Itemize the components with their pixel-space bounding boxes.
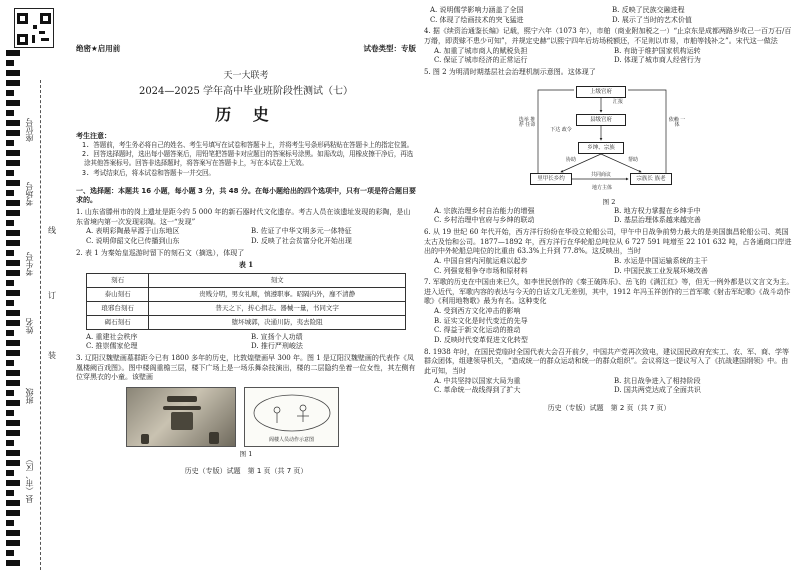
table-header: 刻文: [149, 273, 406, 287]
label-village: 地方主体: [591, 184, 612, 191]
page-footer: 历史（专版）试题 第 2 页（共 7 页）: [547, 404, 671, 413]
subject-title: 历 史: [215, 104, 277, 124]
inscription-table: [86, 273, 406, 330]
option[interactable]: A. 中国自营内河航运难以起步: [434, 256, 528, 265]
label-select: 选举 推荐 任命: [518, 116, 536, 129]
option[interactable]: A. 受到西方文化冲击的影响: [434, 307, 521, 316]
class-label: 班级: [25, 388, 34, 404]
figure-caption: 图 1: [239, 450, 253, 459]
binding-strip: [0, 0, 62, 579]
node-gentry: 乡绅、宗族: [578, 142, 624, 154]
figure-caption: 图 2: [602, 197, 616, 206]
option[interactable]: D. 反映时代变革促进文化转型: [434, 336, 528, 345]
question-5-stem: 5. 图 2 为明清时期基层社会治理机制示意图。这体现了: [424, 67, 596, 76]
mural-image: [126, 387, 236, 447]
question-8-stem: 8. 1938 年时，在国民党临时全国代表大会召开前夕，中国共产党再次致电，建议国民政府充实工、农、军、商、学等群众团体，组建领导机关，“造成统一的群众运动和统一的群众组织”。会议将这一提议写入了《抗战建国纲领》中。由此可知，当时: [424, 347, 789, 376]
node-clan: 宗族长 族老: [630, 173, 672, 185]
table-row: [87, 301, 406, 315]
option[interactable]: C. 得益于新文化运动的推动: [434, 326, 521, 335]
question-3-options: [424, 6, 794, 25]
option[interactable]: A. 重建社会秩序: [86, 332, 138, 341]
note-item: 3. 考试结束后，将本试卷和答题卡一并交回。: [82, 168, 215, 177]
option[interactable]: B. 抗日战争进入了相持阶段: [614, 376, 701, 385]
option[interactable]: B. 反映了民族交融进程: [612, 6, 685, 14]
option[interactable]: D. 展示了当时的艺术价值: [612, 15, 692, 24]
option[interactable]: C. 推崇儒家伦理: [86, 342, 138, 351]
question-8-options: [424, 377, 794, 396]
option[interactable]: B. 水运是中国运输系统的主干: [614, 256, 708, 265]
table-cell: 堕坏城郭，决通川防，夷去险阻: [149, 315, 406, 329]
option[interactable]: C. 说明仰韶文化已传播到山东: [86, 236, 180, 245]
table-cell: 泰山刻石: [87, 287, 149, 301]
option[interactable]: D. 基层治理体系越来越完善: [614, 216, 701, 225]
label-help: 帮助: [627, 156, 638, 163]
paper-type-label: 试卷类型：专版: [363, 44, 416, 53]
option[interactable]: A. 表明彩陶最早源于山东地区: [86, 227, 180, 236]
table-cell: 贵贱分明，男女礼顺，慎遵职事。昭隔内外，靡不清静: [149, 287, 406, 301]
table-cell: 碣石刻石: [87, 315, 149, 329]
option[interactable]: C. 保证了城市经济的正常运行: [434, 56, 528, 65]
label-order: 下达 政令: [550, 126, 572, 133]
option[interactable]: C. 乡村治理中官府与乡绅的联动: [434, 216, 535, 225]
option[interactable]: D. 国共两党达成了全面共识: [614, 386, 701, 395]
node-county: 县级官府: [576, 114, 626, 126]
option[interactable]: B. 地方权力掌握在乡绅手中: [614, 206, 701, 215]
table-cell: 琅邪台刻石: [87, 301, 149, 315]
table-cell: 普天之下，抟心揖志。器械一量，书同文字: [149, 301, 406, 315]
cut-label-bind: 订: [48, 291, 56, 300]
question-3-stem: 3. 辽阳汉魏壁画墓群距今已有 1800 多年的历史，比敦煌壁画早 300 年。图 1 是辽阳汉魏壁画的代表作《凤凰楼阙百戏图》。图中楼阁重檐三层，楼下广场上是一场乐舞杂技演出，楼的二层隐约坐着一位女性，其左侧有位穿黑衣的小童。该壁画: [76, 354, 416, 382]
label-assist: 协助: [565, 156, 576, 163]
figure-1: [126, 387, 416, 447]
label-consult: 共同商议: [590, 171, 611, 178]
cut-label-line: 线: [48, 226, 56, 235]
question-7-stem: 7. 军歌的历史在中国由来已久，如李世民创作的《秦王破阵乐》、岳飞的《满江红》等，但无一例外都是以文言文为主。进入近代，军歌内容的表达与今天的白话文几无差别，其中，1912 年冯玉祥创作的三首军歌《射击军纪歌》《战斗动作歌》《利用地物歌》最为有名。这种变化: [424, 278, 794, 306]
label-rely: 依赖 一体: [668, 116, 686, 129]
notes-title: 考生注意：: [76, 131, 111, 140]
exam-series-title: 天一大联考: [223, 71, 269, 82]
option[interactable]: A. 说明儒学影响力涵盖了全国: [430, 6, 524, 14]
question-6-stem: 6. 从 19 世纪 60 年代开始，西方洋行纷纷在华设立轮船公司，甲午中日战争前势力最大的是美国旗昌轮船公司、英国太古及怡和公司。1877—1892 年，西方洋行在华轮船总吨位从 6 727 591 吨增至 22 101 632 吨，占各通商口岸进出的中外轮船总吨位的比重由 63.3%上升到 77.8%。这反映出，当时: [424, 227, 792, 256]
question-4-stem: 4. 据《续资治通鉴长编》记载，熙宁六年（1073 年），市舶（商业附加税之一）“止京东是成都两路岁收己一百万石/百万缗，即责赇不患少可知”，并规定史赫“以熙宁四年后坊场税额还，不足则以市易，市舶等钱补之”。宋代这一做法: [424, 27, 792, 45]
page-footer: 历史（专版）试题 第 1 页（共 7 页）: [184, 467, 308, 476]
figure-sketch: [244, 387, 339, 447]
barcode-strip: [6, 50, 20, 570]
option[interactable]: D. 体现了城市商人经营行为: [614, 56, 701, 65]
option[interactable]: D. 推行严刑峻法: [251, 342, 303, 351]
page-1: [76, 6, 416, 477]
option[interactable]: C. 革命统一战线得到了扩大: [434, 386, 521, 395]
page-2: [424, 6, 794, 414]
option[interactable]: D. 中国民族工业发展环境改善: [614, 266, 708, 275]
table-row: [87, 287, 406, 301]
question-2-stem: 2. 表 1 为秦始皇巡游时留下的刻石文（摘选），体现了: [76, 248, 245, 257]
option[interactable]: A. 宗族治理乡村自治能力的增强: [434, 206, 535, 215]
qr-code: [14, 8, 54, 48]
exam-title: 2024—2025 学年高中毕业班阶段性测试（七）: [138, 85, 354, 97]
question-2-options: [76, 333, 416, 352]
note-item: 1. 答题前，考生务必将自己的姓名、考生号填写在试卷和答题卡上，并将考生号条形码粘贴在答题卡上的指定位置。: [82, 141, 413, 150]
exam-room-label: 考场号: [25, 182, 34, 206]
option[interactable]: B. 宣扬个人功绩: [251, 332, 303, 341]
node-elders: 里甲长乡约: [530, 173, 572, 185]
seat-label: 座位号: [25, 118, 34, 142]
table-row: [87, 315, 406, 329]
node-superior: 上级官府: [576, 86, 626, 98]
option[interactable]: A. 中共坚持以国家大局为重: [434, 376, 521, 385]
county-label: 县（市、区）: [25, 455, 34, 503]
question-6-options: [424, 257, 794, 276]
governance-diagram: [516, 82, 686, 197]
option[interactable]: D. 反映了社会贫富分化开始出现: [251, 236, 352, 245]
option[interactable]: B. 证实文化是时代变迁的先导: [434, 316, 528, 325]
note-item: 2. 回答选择题时，选出每小题答案后，用铅笔把答题卡对应题目的答案标号涂黑。如需改动，用橡皮擦干净后，再选涂其他答案标号。回答非选择题时，将答案写在答题卡上，写在本试卷上无效。: [82, 150, 413, 168]
option[interactable]: B. 佐证了中华文明多元一体特征: [251, 227, 352, 236]
label-report: 汇报: [612, 98, 623, 105]
option[interactable]: C. 体现了绘画技术的突飞猛进: [430, 15, 524, 24]
sketch-caption: 阁楼人员动作示意图: [268, 437, 314, 444]
option[interactable]: C. 列强竞相争夺市场和原材料: [434, 266, 528, 275]
name-label: 姓名: [25, 318, 34, 334]
question-5-options: [424, 207, 794, 226]
secret-label: 绝密★启用前: [76, 44, 121, 53]
question-1-stem: 1. 山东省滕州市的岗上遗址是距今约 5 000 年的新石器时代文化遗存。考古人员在该遗址发现的彩陶，是山东省境内第一次发现彩陶。这一“发现”: [76, 207, 411, 226]
exam-header: [76, 44, 416, 54]
cut-line: [40, 80, 41, 570]
exam-no-label: 考生号: [25, 252, 34, 276]
option[interactable]: B. 有助于维护国家机构运转: [614, 46, 701, 55]
table-header: 刻石: [87, 273, 149, 287]
question-4-options: [424, 47, 794, 66]
table-caption: 表 1: [238, 260, 254, 270]
question-1-options: [76, 227, 416, 246]
cut-label-pack: 装: [48, 351, 56, 360]
option[interactable]: A. 加重了城市商人的赋税负担: [434, 46, 528, 55]
section-heading: 一、选择题：本题共 16 小题，每小题 3 分，共 48 分。在每小题给出的四个选项中，只有一项是符合题目要求的。: [76, 186, 416, 205]
